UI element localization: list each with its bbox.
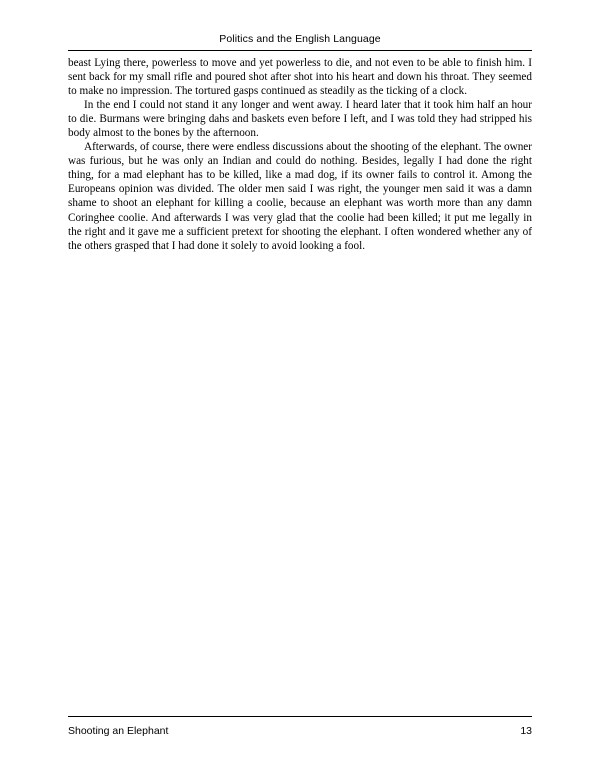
header-divider (68, 50, 532, 51)
page-body (68, 56, 532, 253)
paragraph: In the end I could not stand it any longer and went away. I heard later that it took him half an hour to die. Burmans were bringing dahs and baskets even before I left, and I was told they had stripped his body almost to the bones by the afternoon. (68, 99, 532, 140)
footer-title: Shooting an Elephant (68, 725, 169, 737)
page-number: 13 (520, 725, 532, 737)
paragraph: Afterwards, of course, there were endless discussions about the shooting of the elephant. The owner was furious, but he was only an Indian and could do nothing. Besides, legally I had done the right thing, for a mad elephant has to be killed, like a mad dog, if its owner fails to control it. Among the Europeans opinion was divided. The older men said I was right, the younger men said it was a damn shame to shoot an elephant for killing a coolie, because an elephant was worth more than any damn Coringhee coolie. And afterwards I was very glad that the coolie had been killed; it put me legally in the right and it gave me a sufficient pretext for shooting the elephant. I often wondered whether any of the others grasped that I had done it solely to avoid looking a fool. (68, 141, 532, 252)
page-header (0, 33, 600, 45)
paragraph: beast Lying there, powerless to move and yet powerless to die, and not even to be able to finish him. I sent back for my small rifle and poured shot after shot into his heart and down his throat. They seemed to make no impression. The tortured gasps continued as steadily as the ticking of a clock. (68, 57, 532, 98)
page-footer (68, 716, 532, 776)
header-title: Politics and the English Language (219, 33, 381, 45)
footer-divider (68, 716, 532, 717)
